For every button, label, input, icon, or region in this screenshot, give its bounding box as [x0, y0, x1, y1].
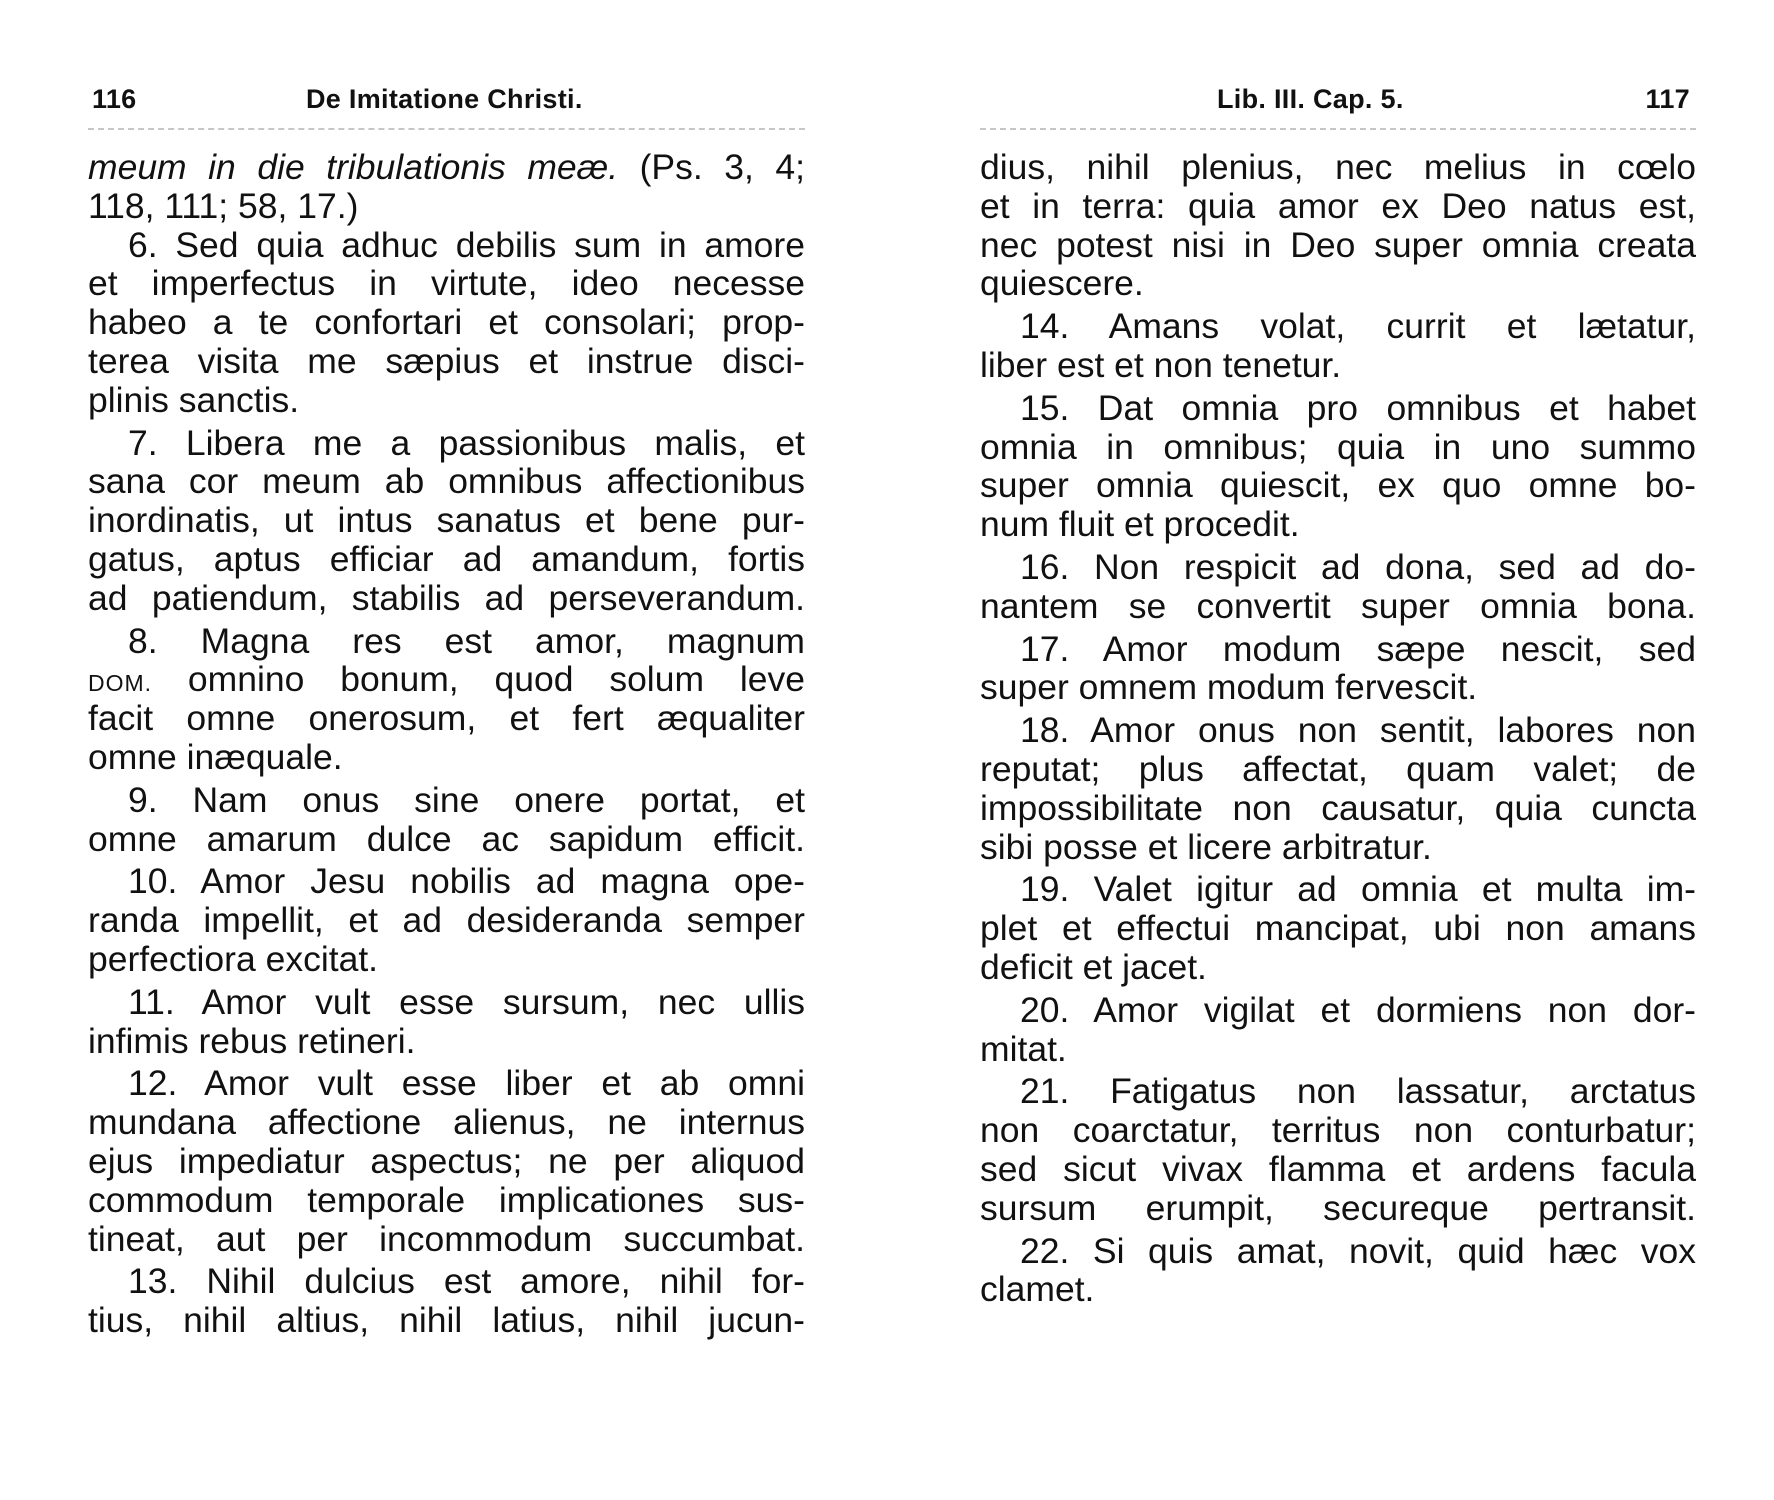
text-line: [980, 307, 1696, 346]
text-line: [88, 738, 805, 777]
line-text: 6. Sed quia adhuc debilis sum in amore: [128, 224, 805, 265]
line-text: plinis sanctis.: [88, 379, 300, 420]
text-line: [980, 630, 1696, 669]
line-text: 10. Amor Jesu nobilis ad magna ope-: [128, 861, 805, 902]
line-text: tius, nihil altius, nihil latius, nihil jucun-: [88, 1300, 805, 1341]
text-line: [980, 505, 1696, 544]
text-line: [88, 1181, 805, 1220]
line-text: facit omne onerosum, et fert æqualiter: [88, 698, 805, 739]
text-line: [88, 424, 805, 463]
text-line: [980, 148, 1696, 187]
line-text: deficit et jacet.: [980, 946, 1207, 987]
line-text: super omnem modum fervescit.: [980, 667, 1478, 708]
line-text: impossibilitate non causatur, quia cuncta: [980, 787, 1696, 828]
text-line: [980, 548, 1696, 587]
running-head-left: [88, 84, 805, 124]
line-text: ejus impediatur aspectus; ne per aliquod: [88, 1140, 805, 1181]
line-text: mitat.: [980, 1028, 1067, 1069]
body-text-right: [980, 148, 1696, 1309]
line-text: quiescere.: [980, 263, 1144, 304]
text-line: [88, 381, 805, 420]
header-rule: [980, 128, 1696, 130]
line-text: inordinatis, ut intus sanatus et bene pur-: [88, 500, 805, 541]
line-text: num fluit et procedit.: [980, 504, 1300, 545]
text-line: [88, 901, 805, 940]
text-line: [980, 1111, 1696, 1150]
line-text: 11. Amor vult esse sursum, nec ullis: [128, 981, 805, 1022]
running-head-right: [980, 84, 1696, 124]
running-title: De Imitatione Christi.: [306, 84, 583, 114]
header-rule: [88, 128, 805, 130]
text-line: [980, 1030, 1696, 1069]
line-text: habeo a te confortari et consolari; prop-: [88, 302, 805, 343]
text-line: [88, 781, 805, 820]
line-text: 118, 111; 58, 17.): [88, 185, 359, 226]
text-line: [88, 622, 805, 661]
line-text: mundana affectione alienus, ne internus: [88, 1102, 805, 1143]
text-line: [88, 940, 805, 979]
text-line: [88, 148, 805, 187]
text-line: [980, 711, 1696, 750]
text-line: [980, 870, 1696, 909]
body-text-left: [88, 148, 805, 1340]
text-line: [88, 579, 805, 618]
text-line: [88, 501, 805, 540]
running-title: Lib. III. Cap. 5.: [1217, 84, 1404, 114]
text-line: [88, 540, 805, 579]
text-line: [88, 342, 805, 381]
line-text: omnia in omnibus; quia in uno summo: [980, 426, 1696, 467]
line-text: dius, nihil plenius, nec melius in cœlo: [980, 147, 1696, 187]
text-line: [980, 587, 1696, 626]
line-text: randa impellit, et ad desideranda semper: [88, 900, 805, 941]
text-line: [88, 303, 805, 342]
text-line: [980, 828, 1696, 867]
line-text: 18. Amor onus non sentit, labores non: [1020, 710, 1696, 751]
line-text: infimis rebus retineri.: [88, 1020, 416, 1061]
text-line: [980, 789, 1696, 828]
text-line: [88, 1142, 805, 1181]
text-line: [88, 1301, 805, 1340]
marginal-abbrev: DOM.: [88, 670, 153, 697]
line-text: 20. Amor vigilat et dormiens non dor-: [1020, 989, 1696, 1030]
line-text: omne inæquale.: [88, 736, 343, 777]
italic-text: meum in die tribulationis meæ.: [88, 147, 619, 187]
text-line: [980, 1150, 1696, 1189]
text-line: [980, 948, 1696, 987]
line-text: et in terra: quia amor ex Deo natus est,: [980, 185, 1696, 226]
line-text: sed sicut vivax flamma et ardens facula: [980, 1148, 1696, 1189]
line-text: nantem se convertit super omnia bona.: [980, 585, 1696, 626]
text-line: [88, 820, 805, 859]
line-text: omne amarum dulce ac sapidum efficit.: [88, 818, 805, 859]
text-line: [980, 187, 1696, 226]
text-line: [980, 750, 1696, 789]
line-text: gatus, aptus efficiar ad amandum, fortis: [88, 538, 805, 579]
text-line: [980, 1072, 1696, 1111]
text-line: [980, 909, 1696, 948]
line-text: 13. Nihil dulcius est amore, nihil for-: [128, 1261, 805, 1302]
line-text: omnino bonum, quod solum leve: [152, 659, 805, 700]
line-text: sibi posse et licere arbitratur.: [980, 826, 1432, 867]
text-line: [980, 389, 1696, 428]
text-line: [980, 264, 1696, 303]
line-text: 12. Amor vult esse liber et ab omni: [128, 1063, 805, 1104]
line-text: 16. Non respicit ad dona, sed ad do-: [1020, 546, 1696, 587]
line-text: sursum erumpit, secureque pertransit.: [980, 1187, 1696, 1228]
text-line: [88, 983, 805, 1022]
line-text: tineat, aut per incommodum succumbat.: [88, 1218, 805, 1259]
text-line: [88, 1220, 805, 1259]
line-text: 21. Fatigatus non lassatur, arctatus: [1020, 1071, 1696, 1112]
line-text: liber est et non tenetur.: [980, 344, 1342, 385]
text-line: [88, 862, 805, 901]
page-number: 117: [1645, 84, 1690, 114]
line-text: 17. Amor modum sæpe nescit, sed: [1020, 628, 1696, 669]
text-line: [88, 699, 805, 738]
text-line: [88, 462, 805, 501]
line-text: commodum temporale implicationes sus-: [88, 1179, 805, 1220]
text-line: [88, 226, 805, 265]
line-text: non coarctatur, territus non conturbatur;: [980, 1110, 1696, 1151]
line-text: perfectiora excitat.: [88, 938, 379, 979]
text-line: [88, 187, 805, 226]
text-line: [980, 428, 1696, 467]
text-line: [980, 466, 1696, 505]
line-text: 19. Valet igitur ad omnia et multa im-: [1020, 869, 1696, 910]
line-text: clamet.: [980, 1269, 1095, 1310]
line-text: reputat; plus affectat, quam valet; de: [980, 748, 1696, 789]
text-line: [980, 1189, 1696, 1228]
line-text: terea visita me sæpius et instrue disci-: [88, 340, 805, 381]
line-text: nec potest nisi in Deo super omnia creata: [980, 224, 1696, 265]
text-line: [980, 1270, 1696, 1309]
text-line: [88, 1064, 805, 1103]
page-number: 116: [92, 84, 137, 114]
line-text: plet et effectui mancipat, ubi non amans: [980, 908, 1696, 949]
line-text: (Ps. 3, 4;: [618, 147, 806, 187]
line-text: super omnia quiescit, ex quo omne bo-: [980, 465, 1696, 506]
text-line: [88, 1262, 805, 1301]
text-line: [980, 991, 1696, 1030]
text-line: [980, 226, 1696, 265]
line-text: et imperfectus in virtute, ideo necesse: [88, 263, 805, 304]
line-text: 9. Nam onus sine onere portat, et: [128, 779, 805, 820]
text-line: [980, 1232, 1696, 1271]
line-text: 8. Magna res est amor, magnum: [128, 620, 805, 661]
text-line: [980, 668, 1696, 707]
line-text: ad patiendum, stabilis ad perseverandum.: [88, 577, 805, 618]
text-line: [88, 1103, 805, 1142]
line-text: 22. Si quis amat, novit, quid hæc vox: [1020, 1230, 1696, 1271]
line-text: 7. Libera me a passionibus malis, et: [128, 422, 805, 463]
line-text: sana cor meum ab omnibus affectionibus: [88, 461, 805, 502]
line-text: 15. Dat omnia pro omnibus et habet: [1020, 387, 1696, 428]
text-line: [88, 660, 805, 699]
line-text: 14. Amans volat, currit et lætatur,: [1020, 306, 1696, 347]
text-line: [88, 1022, 805, 1061]
text-line: [980, 346, 1696, 385]
text-line: [88, 264, 805, 303]
